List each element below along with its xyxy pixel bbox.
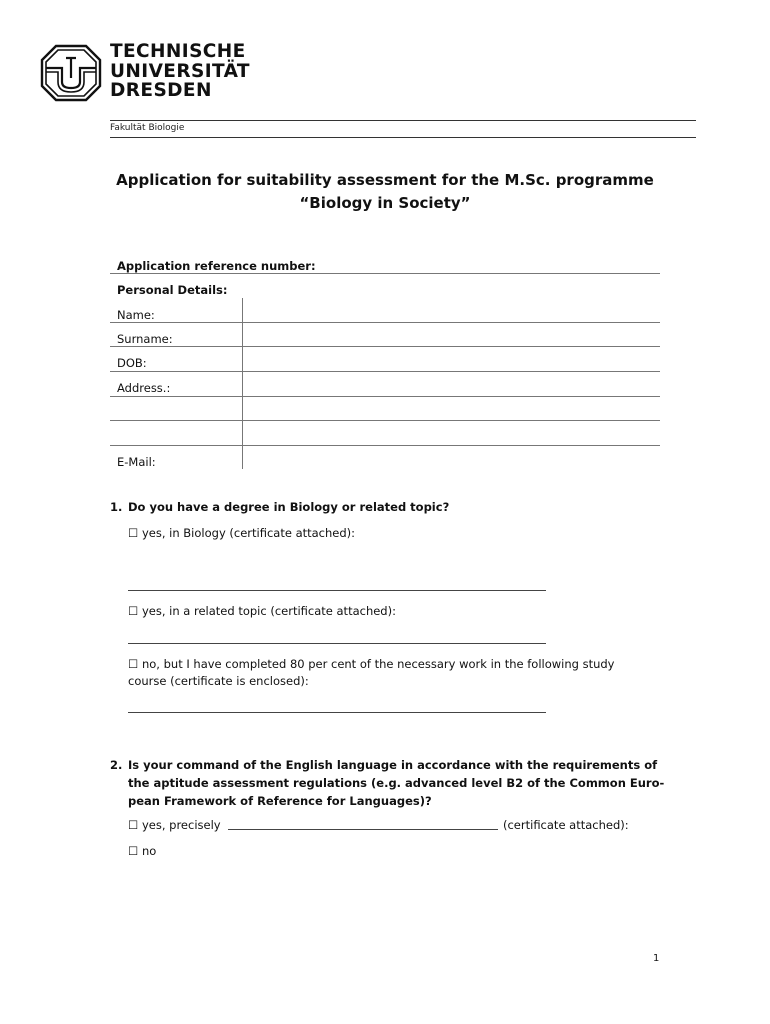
- option-english-yes-prefix: ☐ yes, precisely: [128, 818, 221, 832]
- header-rule-top: [110, 120, 696, 121]
- option-yes-biology[interactable]: ☐ yes, in Biology (certificate attached):: [128, 526, 356, 540]
- form-rule: [110, 322, 660, 323]
- form-rule: [110, 396, 660, 397]
- university-name-line: UNIVERSITÄT: [110, 60, 250, 82]
- answer-line-study-course[interactable]: [128, 712, 546, 713]
- question-1-number: 1.: [110, 500, 123, 514]
- address-label: Address.:: [117, 381, 171, 395]
- answer-line-english-level[interactable]: [228, 829, 498, 830]
- form-rule: [110, 445, 660, 446]
- answer-line-biology[interactable]: [128, 590, 546, 591]
- question-1-text: Do you have a degree in Biology or related topic?: [128, 500, 450, 514]
- page-number: 1: [653, 953, 660, 964]
- header-rule-bottom: [110, 137, 696, 138]
- form-column-divider: [242, 298, 243, 469]
- document-title-line: Application for suitability assessment for the M.Sc. programme: [116, 171, 654, 189]
- surname-label: Surname:: [117, 332, 173, 346]
- personal-details-label: Personal Details:: [117, 283, 228, 297]
- university-name-line: DRESDEN: [110, 80, 212, 101]
- address-field[interactable]: [244, 373, 660, 395]
- option-no-partial-line: course (certificate is enclosed):: [128, 674, 309, 688]
- name-label: Name:: [117, 308, 155, 322]
- option-no-partial[interactable]: [128, 656, 615, 690]
- email-label: E-Mail:: [117, 455, 156, 469]
- question-2-line: the aptitude assessment regulations (e.g. advanced level B2 of the Common Euro-: [128, 776, 665, 790]
- tu-dresden-logo: [40, 44, 102, 102]
- email-field[interactable]: [244, 447, 660, 469]
- faculty-name: Fakultät Biologie: [110, 123, 185, 133]
- dob-field[interactable]: [244, 348, 660, 370]
- dob-label: DOB:: [117, 356, 147, 370]
- tu-dresden-logo-icon: [40, 44, 102, 102]
- form-rule: [110, 273, 660, 274]
- form-rule: [110, 346, 660, 347]
- university-name: [110, 42, 250, 101]
- option-yes-related[interactable]: ☐ yes, in a related topic (certificate attached):: [128, 604, 396, 618]
- option-english-yes[interactable]: [128, 817, 221, 834]
- surname-field[interactable]: [244, 324, 660, 346]
- document-title: [100, 169, 670, 215]
- name-field[interactable]: [244, 300, 660, 322]
- university-name-line: TECHNISCHE: [110, 41, 246, 62]
- option-english-yes-suffix: (certificate attached):: [503, 818, 629, 832]
- option-english-no[interactable]: ☐ no: [128, 844, 157, 858]
- address-field-line-2[interactable]: [244, 398, 660, 420]
- question-2-number: 2.: [110, 758, 123, 772]
- form-rule: [110, 420, 660, 421]
- address-field-line-3[interactable]: [244, 422, 660, 444]
- answer-line-related[interactable]: [128, 643, 546, 644]
- question-2-line: Is your command of the English language in accordance with the requirements of: [128, 758, 658, 772]
- form-rule: [110, 371, 660, 372]
- reference-number-label: Application reference number:: [117, 259, 316, 273]
- option-no-partial-line: ☐ no, but I have completed 80 per cent of the necessary work in the following study: [128, 657, 615, 671]
- document-title-line: “Biology in Society”: [299, 194, 471, 212]
- question-2-line: pean Framework of Reference for Languages)?: [128, 794, 432, 808]
- question-2-text: [128, 756, 664, 810]
